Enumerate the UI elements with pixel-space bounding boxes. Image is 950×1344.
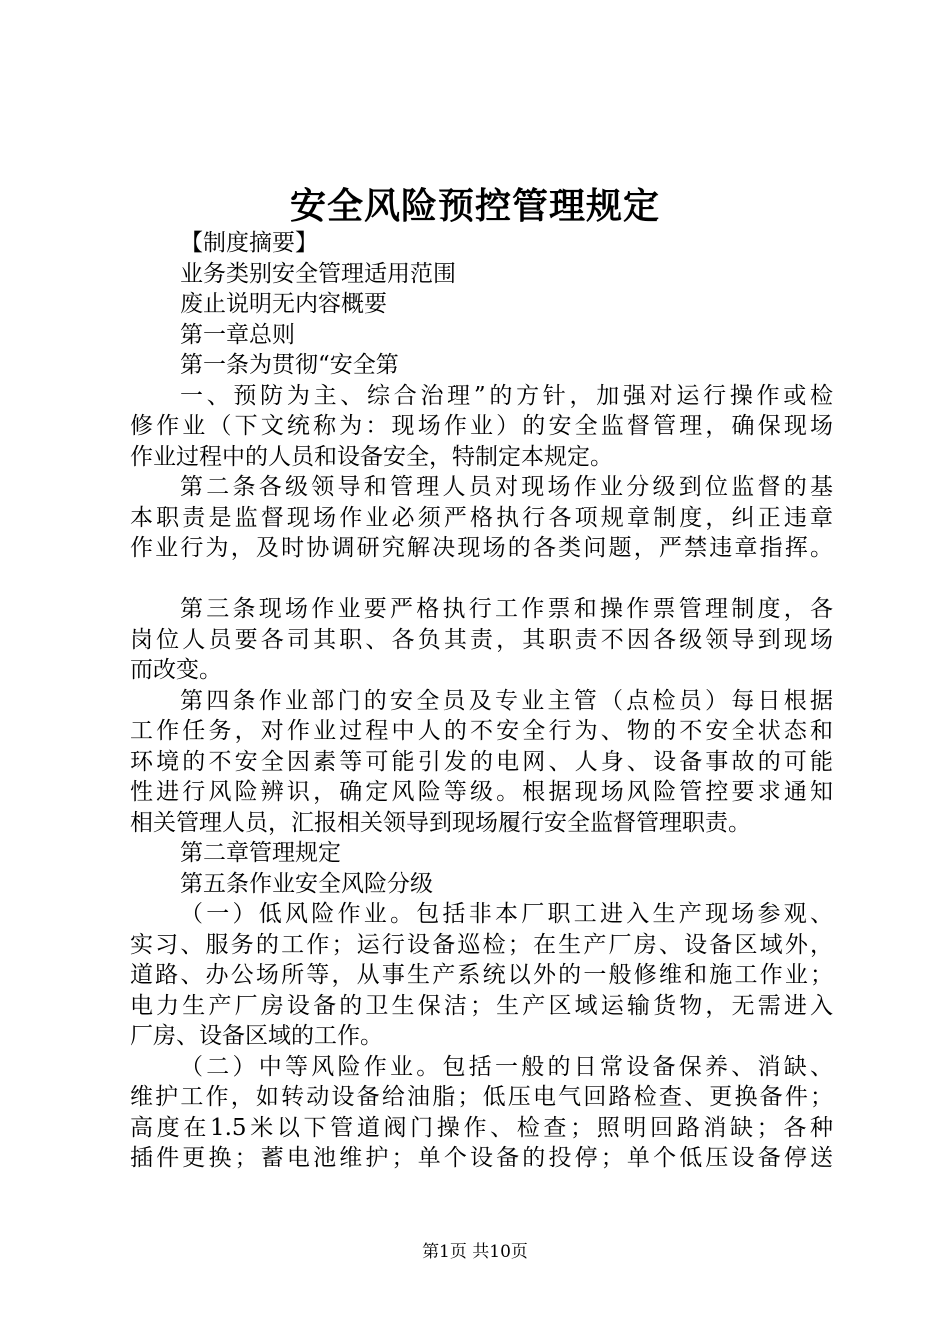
paragraph-line: 电力生产厂房设备的卫生保洁；生产区域运输货物，无需进入 (130, 992, 833, 1019)
paragraph-line: 环境的不安全因素等可能引发的电网、人身、设备事故的可能 (130, 748, 833, 775)
chapter-heading: 第一章总则 (180, 321, 295, 348)
paragraph-line: 第三条现场作业要严格执行工作票和操作票管理制度，各 (180, 596, 833, 622)
summary-heading: 【制度摘要】 (180, 230, 318, 256)
paragraph-line: 道路、办公场所等，从事生产系统以外的一般修维和施工作业； (130, 962, 833, 988)
paragraph-line: 厂房、设备区域的工作。 (130, 1023, 383, 1049)
paragraph-line: 作业过程中的人员和设备安全，特制定本规定。 (130, 443, 613, 470)
paragraph-line: 第四条作业部门的安全员及专业主管（点检员）每日根据 (180, 687, 833, 714)
paragraph-line: 一、预防为主、综合治理”的方针，加强对运行操作或检 (180, 382, 833, 409)
paragraph-line: （一）低风险作业。包括非本厂职工进入生产现场参观、 (180, 901, 833, 927)
article-line: 第一条为贯彻“安全第 (180, 352, 399, 378)
repeal-line: 废止说明无内容概要 (180, 291, 387, 317)
paragraph-line: 工作任务，对作业过程中人的不安全行为、物的不安全状态和 (130, 718, 833, 744)
paragraph-line: 插件更换；蓄电池维护；单个设备的投停；单个低压设备停送 (130, 1145, 833, 1171)
paragraph-line: 实习、服务的工作；运行设备巡检；在生产厂房、设备区域外， (130, 931, 833, 958)
document-title: 安全风险预控管理规定 (289, 185, 660, 227)
page-footer: 第1页 共10页 (422, 1242, 528, 1262)
paragraph-line: 维护工作，如转动设备给油脂；低压电气回路检查、更换备件； (130, 1084, 833, 1110)
paragraph-line: 高度在1.5米以下管道阀门操作、检查；照明回路消缺；各种 (130, 1114, 833, 1141)
paragraph-line: 作业行为，及时协调研究解决现场的各类问题，严禁违章指挥。 (130, 535, 833, 561)
paragraph-line: 本职责是监督现场作业必须严格执行各项规章制度，纠正违章 (130, 504, 833, 531)
category-line: 业务类别安全管理适用范围 (180, 260, 456, 287)
document-body (130, 228, 833, 1174)
paragraph-line: （二）中等风险作业。包括一般的日常设备保养、消缺、 (180, 1053, 833, 1080)
paragraph-line: 相关管理人员，汇报相关领导到现场履行安全监督管理职责。 (130, 809, 751, 836)
paragraph-line: 第二条各级领导和管理人员对现场作业分级到位监督的基 (180, 474, 833, 500)
chapter-heading: 第二章管理规定 (180, 840, 341, 866)
article-line: 第五条作业安全风险分级 (180, 870, 433, 897)
paragraph-line: 性进行风险辨识，确定风险等级。根据现场风险管控要求通知 (130, 779, 833, 805)
paragraph-line: 而改变。 (130, 657, 222, 683)
paragraph-line: 岗位人员要各司其职、各负其责，其职责不因各级领导到现场 (130, 626, 833, 653)
paragraph-line: 修作业（下文统称为：现场作业）的安全监督管理，确保现场 (130, 413, 833, 439)
paragraph-gap (130, 564, 833, 595)
